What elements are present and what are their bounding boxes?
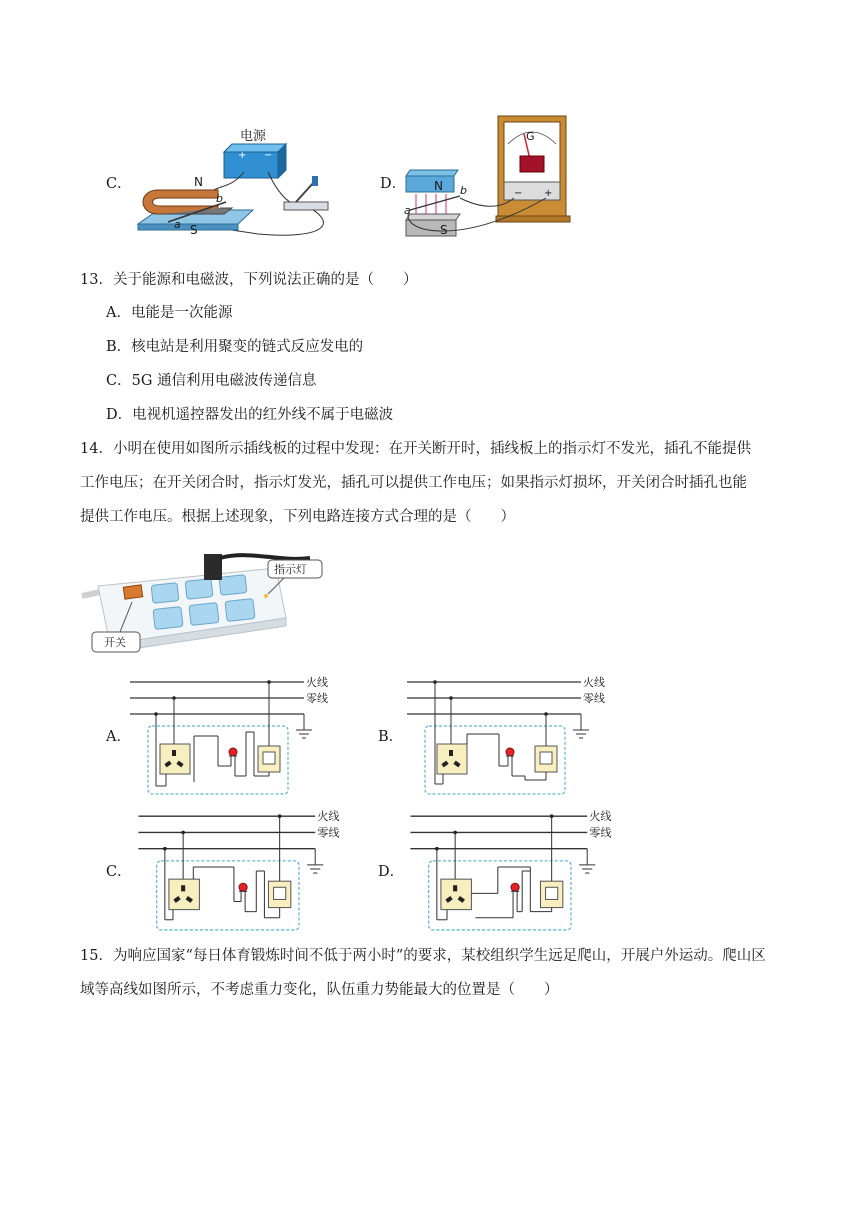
svg-text:N: N [194,175,203,189]
q14-stem-line-3: 提供工作电压。根据上述现象，下列电路连接方式合理的是（ ） [80,509,515,525]
q12-option-c-label: C． [106,176,132,192]
live-wire-label: 火线 [306,676,328,689]
svg-text:−: − [264,150,273,161]
indicator-led [506,748,514,756]
circuit-option-a [128,672,328,798]
indicator-dot [264,594,268,598]
q14-option-b-label: B． [378,729,404,745]
svg-text:b: b [216,192,223,205]
svg-text:+: + [544,188,553,199]
socket [441,879,471,909]
svg-text:S: S [440,223,448,237]
neutral-wire-label: 零线 [589,826,612,840]
svg-text:S: S [190,223,198,237]
indicator-led [239,883,247,891]
indicator-led [511,883,519,891]
conductor-ab [410,196,460,210]
svg-text:−: − [514,188,523,199]
live-wire-label: 火线 [589,810,612,824]
indicator-led [229,748,237,756]
q14-option-a-label: A． [106,729,131,745]
svg-text:a: a [174,218,181,231]
svg-text:a: a [404,204,411,217]
power-label: 电源 [240,129,267,144]
power-strip-photo [80,540,340,660]
svg-text:b: b [460,184,467,197]
live-wire-label: 火线 [583,676,605,689]
neutral-wire-label: 零线 [583,692,605,705]
magnet-s [406,220,456,236]
plug [204,554,222,580]
neutral-wire-label: 零线 [317,826,340,840]
q15-stem-line-2: 域等高线如图所示，不考虑重力变化，队伍重力势能最大的位置是（ ） [80,982,559,998]
q14-option-c-label: C． [106,864,132,880]
q13-option-c: C．5G 通信利用电磁波传递信息 [106,373,317,389]
q14-stem-line-1: 14．小明在使用如图所示插线板的过程中发现：在开关断开时，插线板上的指示灯不发光，插孔不能提供 [80,441,751,457]
neutral-wire-label: 零线 [306,692,328,705]
circuit-option-b [400,672,610,798]
svg-text:G: G [526,130,535,143]
q13-option-b: B．核电站是利用聚变的链式反应发电的 [106,339,364,355]
svg-text:N: N [434,179,443,193]
socket [437,744,467,774]
q12-figure-d [400,112,580,248]
switch-label: 开关 [104,636,126,649]
knife-switch [284,202,328,210]
svg-text:+: + [238,150,247,161]
circuit-option-d [400,806,620,934]
q14-option-d-label: D． [378,864,405,880]
q15-stem-line-1: 15．为响应国家“每日体育锻炼时间不低于两小时”的要求，某校组织学生远足爬山，开展户外运动。爬山区 [80,948,766,964]
q14-stem-line-2: 工作电压；在开关闭合时，指示灯发光，插孔可以提供工作电压；如果指示灯损坏，开关闭合时插孔也能 [80,475,747,491]
magnet-n [406,170,458,176]
circuit-option-c [128,806,348,934]
q13-option-a: A．电能是一次能源 [106,305,233,321]
q12-figure-c [128,122,368,242]
switch-button [123,585,142,599]
live-wire-label: 火线 [317,810,340,824]
socket [160,744,190,774]
q13-option-d: D．电视机遥控器发出的红外线不属于电磁波 [106,407,394,423]
q13-stem: 13．关于能源和电磁波，下列说法正确的是（ ） [80,272,418,288]
socket [169,879,199,909]
q12-option-d-label: D． [380,176,407,192]
indicator-label: 指示灯 [274,563,307,576]
